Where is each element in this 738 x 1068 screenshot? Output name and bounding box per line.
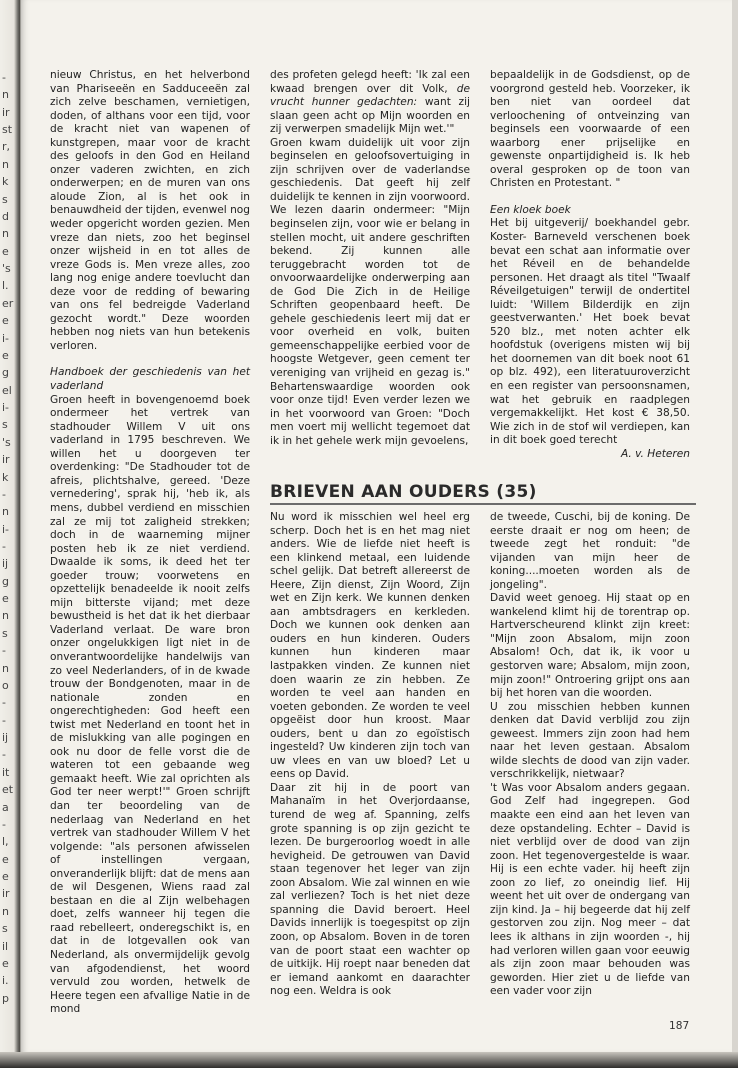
article-2-paragraph: David weet genoeg. Hij staat op en wankelend klimt hij de torentrap op. Hartverscheurend klinkt zijn kreet: "Mijn zoon Absalom, mijn zoon Absalom! Och, dat ik, ik voor u gestorven ware; Absalom, mijn zoon, mijn zoon!" Ontroering grijpt ons aan bij het horen van die woorden. [490,592,690,700]
margin-fragment: s [2,626,8,640]
margin-fragment: g [2,366,9,380]
headline-rule [270,503,696,505]
page-number: 187 [669,1020,690,1032]
margin-fragment: ir [2,105,10,119]
margin-fragment: s [2,418,8,432]
margin-fragment: i- [2,522,10,536]
margin-fragment: e [2,314,9,328]
margin-fragment: e [2,956,9,970]
margin-fragment: l. [2,279,9,293]
column-1-paragraph: nieuw Christus, en het helverbond van Phariseeën en Sadduceeën zal zich zelve beschamen, vernietigen, doden, of althans voor een tijd, voor de kracht niet van wapenen of kunstgrepen, maar voor de kracht des geloofs in den God en Heiland onzer vaderen zwichten, en zich onderwerpen; en de muren van ons aloude Zion, al is het ook in benauwdheid der tijden, evenwel nog weder opgericht worden gezien. Men vreze dan niets, zoo het beginsel onzer wijsheid in en tot alles de vreze Gods is. Men vreze alles, zoo lang nog enige andere toevlucht dan deze voor de redding of bewaring van ons fel bedreigde Vaderland gezocht wordt." Deze woorden hebben nog niets van hun betekenis verloren. [50,69,250,352]
article-2-paragraph: Daar zit hij in de poort van Mahanaïm in het Overjordaanse, turend de weg af. Spanning, zelfs grote spanning is op zijn gezicht te lezen. De burgeroorlog woedt in alle hevigheid. De getrouwen van David staan tegenover het leger van zijn zoon Absalom. Wie zal winnen en wie zal verliezen? Toch is het niet deze spanning die David beroert. Heel Davids innerlijk is toegespitst op zijn zoon, op Absalom. Boven in de toren van de poort staat een wachter op de uitkijk. Hij roept naar beneden dat er iemand aankomt en daarachter nog een. Weldra is ook [270,781,470,998]
margin-fragment: - [2,748,6,762]
margin-fragment: s [2,192,8,206]
margin-fragment: - [2,644,6,658]
column-3 [490,69,690,461]
margin-fragment: n [2,227,9,241]
margin-fragment: e [2,852,9,866]
margin-fragment: n [2,88,9,102]
margin-fragment: - [2,71,6,84]
column-1-paragraph-2: Groen heeft in bovengenoemd boek ondermeer het vertrek van stadhouder Willem V uit ons vaderland in 1795 beschreven. We willen het u doorgeven ter overdenking: "De Stadhouder tot de afreis, plichtshalve, gereed. 'Deze vernedering', sprak hij, 'heb ik, als mens, dubbel verdiend en misschien zal ze mij tot zaligheid strekken; doch in de waarneming mijner posten heb ik ze niet verdiend. Dwaalde ik soms, ik deed het ter goeder trouw; voorwetens en opzettelijk benadeelde ik nooit zelfs mijn bitterste vijand; met deze bewustheid is het dat ik het dierbaar Vaderland verlaat. De ware bron onzer ongelukkigen ligt niet in de onverantwoordelijke handelwijs van zo veel Nederlanders, of in de kwade trouw der Bondgenoten, maar in de nationale zonden en ongerechtigheden: God heeft een twist met Nederland en toont het in de mislukking van alle pogingen en ook nu door de felle vorst die de wateren tot een gebaande weg gemaakt heeft. Wie zal oprichten als God ter neer werpt!'" Groen schrijft dan ter beoordeling van de nederlaag van Nederland en het vertrek van stadhouder Willem V het volgende: "als personen afwisselen of instellingen vergaan, onveranderlijk blijft: dat de mens aan de wil Desgenen, Wiens raad zal bestaan en die al Zijn welbehagen doet, zelfs wanneer hij tegen die raad rebelleert, onderegschikt is, en dat in de lotgevallen ook van Nederland, als onvermijdelijk gevolg van afgodendienst, het woord vervuld zou worden, hetwelk de Heere tegen een afvallige Natie in de mond [50,393,250,1016]
margin-fragment: il [2,939,9,953]
margin-fragment: - [2,817,6,831]
margin-fragment: e [2,348,9,362]
margin-fragment: - [2,713,6,727]
column-2-paragraph-2: Groen kwam duidelijk uit voor zijn beginselen en geloofsovertuiging in zijn schrijven over de vaderlandse geschiedenis. Dat geeft hij zelf duidelijk te kennen in zijn voorwoord. We lezen daarin ondermeer: "Mijn beginselen zijn, voor wie er belang in stellen mocht, uit andere geschriften bekend. Zij kunnen alle teruggebracht worden tot de onvoorwaardelijke onderwerping aan de God Die Zich in de Heilige Schriften geopenbaard heeft. De gehele geschiedenis leert mij dat er voor overheid en volk, buiten gemeenschappelijke eerbied voor de hoogste Wetgever, geen cement ter vereniging van vrijheid en gezag is." Behartenswaardige woorden ook voor onze tijd! Even verder lezen we in het voorwoord van Groen: "Doch men voert mij wellicht tegemoet dat ik in het gehele werk mijn gevoelens, [270,136,470,447]
margin-fragment: er [2,296,14,310]
article-2-paragraph: Nu word ik misschien wel heel erg scherp. Doch het is en het mag niet anders. Wie de liefde niet heeft is een klinkend metaal, een luidende schel gelijk. Dat betreft allereerst de Heere, Zijn dienst, Zijn Woord, Zijn wet en Zijn kerk. We kunnen denken aan ambtsdragers en kerkleden. Doch we kunnen ook denken aan ouders en hun kinderen. Ouders kunnen hun kinderen maar lastpakken vinden. Ze kunnen niet doen waarin ze zin hebben. Ze worden te veel aan handen en voeten gebonden. Ze worden te veel opgeëist door hun kroost. Maar ouders, bent u dan zo egoïstisch ingesteld? Uw kinderen zijn toch van uw vlees en van uw bloed? Let u eens op David. [270,511,470,781]
book-binding [0,0,20,1068]
column-2-paragraph-1: des profeten gelegd heeft: 'Ik zal een kwaad brengen over dit Volk, de vrucht hunner gedachten: want zij slaan geen acht op Mijn woorden en zij verwerpen smadelijk Mijn wet.'" [270,69,470,136]
margin-fragment: it [2,765,10,779]
margin-fragment: d [2,209,9,223]
margin-fragment: i- [2,331,10,345]
margin-fragment: e [2,592,9,606]
article-2-paragraph: de tweede, Cuschi, bij de koning. De eerste draait er nog om heen; de tweede zegt het ronduit: "de vijanden van mijn heer de koning....moeten worden als de jongeling". [490,511,690,591]
italic-quote: de vrucht hunner gedachten: [270,82,470,109]
margin-fragment: - [2,696,6,710]
margin-fragment: 's [2,435,11,449]
margin-fragment: e [2,870,9,884]
article-2-paragraph: U zou misschien hebben kunnen denken dat David verblijd zou zijn geweest. Immers zijn zoon had hem naar het leven gestaan. Absalom wilde slechts de dood van zijn vader. verschrikkelijk, nietwaar? [490,700,690,781]
margin-fragment: i- [2,401,10,415]
margin-fragment: n [2,157,9,171]
margin-fragment: r, [2,140,11,154]
margin-fragment: k [2,470,9,484]
page-bottom-edge [0,1052,738,1068]
column-1 [50,69,250,1017]
column-2 [270,69,470,448]
margin-fragment: st [2,123,13,137]
margin-fragment: e [2,244,9,258]
subheading-kloek-boek: Een kloek boek [490,203,571,216]
margin-fragment: p [2,991,9,1005]
margin-fragment: s [2,922,8,936]
margin-fragment: n [2,505,9,519]
article-2-column-2 [490,511,690,999]
margin-fragment: l, [2,835,9,849]
article-2-paragraph: 't Was voor Absalom anders gegaan. God Zelf had ingegrepen. God maakte een eind aan het leven van deze opstandeling. Echter – David is niet verblijd over de dood van zijn zoon. Het tegenovergestelde is waar. Hij is een echte vader. hij heeft zijn zoon zo lief, zo oneindig lief. Hij weent het uit over de ondergang van zijn kind. Ja – hij begeerde dat hij zelf gestorven zou zijn. Nog meer – dat lees ik althans in zijn woorden -, hij had verloren willen gaan voor eeuwig als zijn zoon maar behouden was geworden. Hier ziet u de liefde van een vader voor zijn [490,781,690,998]
margin-fragment: et [2,783,14,797]
column-3-paragraph-1: bepaaldelijk in de Godsdienst, op de voorgrond gesteld heb. Voorzeker, ik ben niet van oordeel dat verloochening of ontveinzing van beginsels een voorwaarde of een waarborg ener prijselijke en gewenste onpartijdigheid is. Ik heb overal gesproken op de toon van Christen en Protestant. " [490,69,690,190]
column-3-paragraph-2: Het bij uitgeverij/ boekhandel gebr. Koster- Barneveld verschenen boek bevat een schat aan informatie over het Réveil en de behandelde personen. Het draagt als titel "Twaalf Réveilgetuigen" terwijl de ondertitel luidt: 'Willem Bilderdijk en zijn geestverwanten.' Het boek bevat 520 blz., met noten achter elk hoofdstuk (overigens misten wij bij het doornemen van dit boek noot 61 op blz. 492), een literatuuroverzicht en een register van persoonsnamen, wat het gebruik en raadplegen vergemakkelijkt. Het kost € 38,50. Wie zich in de stof wil verdiepen, kan in dit boek goed terecht [490,217,690,447]
margin-fragment: ij [2,731,9,745]
margin-fragment: a [2,800,9,814]
margin-fragment: g [2,574,9,588]
margin-fragment: n [2,609,9,623]
margin-fragment: n [2,904,9,918]
margin-fragment: el [2,383,12,397]
article-headline: BRIEVEN AAN OUDERS (35) [270,482,537,502]
subheading-handboek: Handboek der geschiedenis van het vaderland [50,366,250,393]
author-signature: A. v. Heteren [620,447,690,460]
article-2-column-1 [270,511,470,999]
margin-fragment: n [2,661,9,675]
margin-fragment: - [2,487,6,501]
margin-fragment: k [2,175,9,189]
margin-fragment: i. [2,974,9,988]
margin-fragment: 's [2,262,11,276]
margin-fragment: ir [2,453,10,467]
margin-fragment: - [2,540,6,553]
margin-fragment: o [2,678,9,692]
margin-fragment: ij [2,557,9,571]
margin-fragment: ir [2,887,10,901]
